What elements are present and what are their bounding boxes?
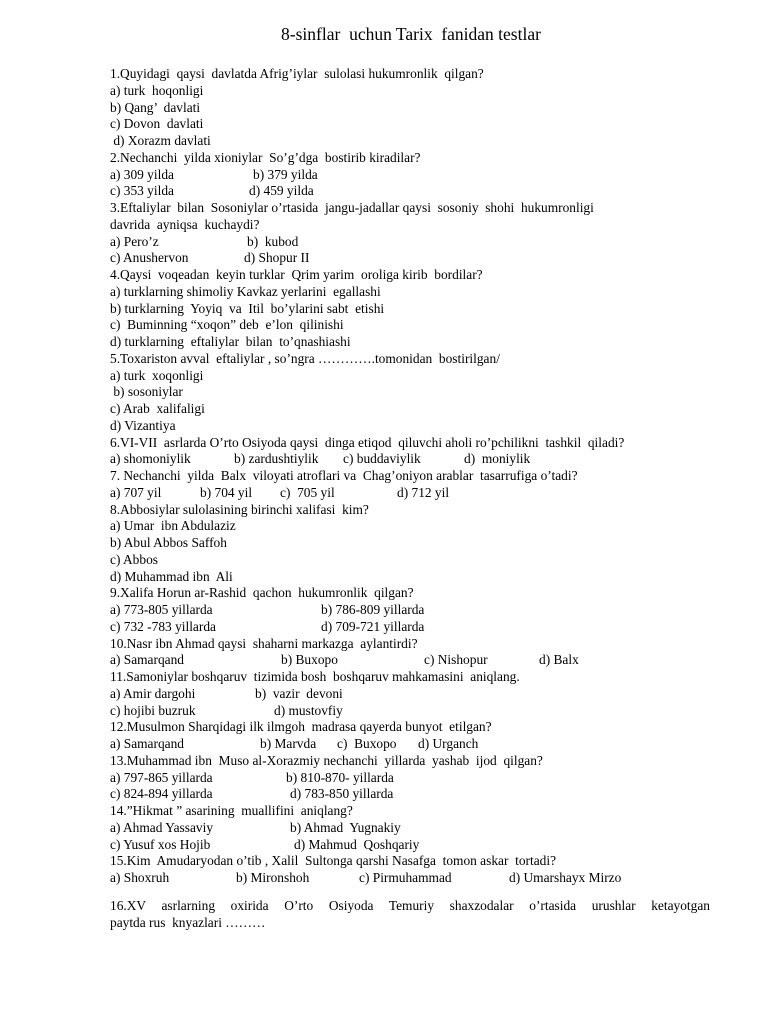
question-15-text: 15.Kim Amudaryodan o’tib , Xalil Sultonga qarshi Nasafga tomon askar tortadi? [110,853,557,869]
question-14-options-row-2 [110,837,710,854]
question-12-option-c: c) Buxopo [337,736,397,751]
question-1-option-c: c) Dovon davlati [110,116,204,132]
question-1-option-a: a) turk hoqonligi [110,82,204,98]
question-13-text: 13.Muhammad ibn Muso al-Xorazmiy nechanchi yillarda yashab ijod qilgan? [110,752,543,768]
question-12-option-d: d) Urganch [418,736,479,751]
question-14-options-row-1 [110,820,710,837]
question-16-text-line-1: 16.XV asrlarning oxirida O’rto Osiyoda Temuriy shaxzodalar o’rtasida urushlar ketayotgan [110,897,710,913]
question-10-options-row [110,652,710,669]
question-2-text: 2.Nechanchi yilda xioniylar So’g’dga bostirib kiradilar? [110,149,421,165]
question-11-text: 11.Samoniylar boshqaruv tizimida bosh boshqaruv mahkamasini aniqlang. [110,669,520,684]
question-3-option-d: d) Shopur II [244,250,310,266]
question-11-options-row-2 [110,703,710,720]
question-14-text: 14.”Hikmat ” asarining muallifini aniqlang? [110,803,353,818]
question-15-option-a: a) Shoxruh [110,870,170,885]
question-6-option-b: b) zardushtiylik [234,451,319,467]
question-1-option-d: d) Xorazm davlati [110,133,211,148]
question-10-option-c: c) Nishopur [424,652,488,668]
paragraph-spacer [110,887,710,898]
question-16-text-line-2: paytda rus knyazlari ……… [110,914,266,930]
question-3-option-b: b) kubod [247,233,299,249]
question-2-options-row-2 [110,183,710,200]
question-3-options-row-2 [110,250,710,267]
question-14-option-d: d) Mahmud Qoshqariy [294,836,420,852]
question-9-option-a: a) 773-805 yillarda [110,602,213,617]
question-4-option-c: c) Buminning “xoqon” deb e’lon qilinishi [110,317,344,333]
question-6-text: 6.VI-VII asrlarda O’rto Osiyoda qaysi dinga etiqod qiluvchi aholi ro’pchilikni tashkil qiladi? [110,434,625,450]
question-15-option-c: c) Pirmuhammad [359,870,452,885]
question-15-options-row [110,870,710,887]
question-1-text: 1.Quyidagi qaysi davlatda Afrig’iylar sulolasi hukumronlik qilgan? [110,66,484,81]
question-12-text: 12.Musulmon Sharqidagi ilk ilmgoh madrasa qayerda bunyot etilgan? [110,719,492,735]
question-7-options-row [110,485,710,502]
question-11-option-d: d) mustovfiy [274,702,343,718]
question-13-options-row-2 [110,786,710,803]
question-2-option-a: a) 309 yilda [110,166,174,182]
question-9-text: 9.Xalifa Horun ar-Rashid qachon hukumronlik qilgan? [110,585,414,601]
question-10-option-d: d) Balx [539,652,579,668]
question-10-option-a: a) Samarqand [110,652,184,668]
question-4-option-a: a) turklarning shimoliy Kavkaz yerlarini egallashi [110,283,381,299]
question-7-option-c: c) 705 yil [280,484,335,500]
question-12-options-row [110,736,710,753]
question-3-options-row-1 [110,234,710,251]
question-8-option-b: b) Abul Abbos Saffoh [110,535,227,550]
question-1-option-b: b) Qang’ davlati [110,99,201,115]
question-6-option-a: a) shomoniylik [110,451,191,467]
question-4-text: 4.Qaysi voqeadan keyin turklar Qrim yarim oroliga kirib bordilar? [110,267,483,282]
question-7-option-a: a) 707 yil [110,484,162,500]
question-9-options-row-1 [110,602,710,619]
question-14-option-a: a) Ahmad Yassaviy [110,819,214,835]
question-15-option-d: d) Umarshayx Mirzo [509,870,622,885]
question-3-option-c: c) Anushervon [110,250,189,266]
question-3-text-line-1: 3.Eftaliylar bilan Sosoniylar o’rtasida jangu-jadallar qaysi sosoniy shohi hukumronligi [110,200,594,215]
question-3-option-a: a) Pero’z [110,233,159,249]
question-10-text: 10.Nasr ibn Ahmad qaysi shaharni markazga aylantirdi? [110,635,418,651]
question-13-option-c: c) 824-894 yillarda [110,786,213,802]
question-4-option-d: d) turklarning eftaliylar bilan to’qnashiashi [110,334,351,349]
question-6-options-row [110,451,710,468]
question-2-option-d: d) 459 yilda [249,183,314,199]
question-5-option-b: b) sosoniylar [110,384,183,400]
question-5-option-c: c) Arab xalifaligi [110,401,205,416]
question-5-option-d: d) Vizantiya [110,417,176,433]
question-6-option-d: d) moniylik [464,451,531,467]
question-4-option-b: b) turklarning Yoyiq va Itil bo’ylarini sabt etishi [110,300,385,316]
question-11-option-b: b) vazir devoni [255,685,343,701]
question-9-option-d: d) 709-721 yillarda [321,618,425,634]
question-6-option-c: c) buddaviylik [343,451,421,467]
question-7-text: 7. Nechanchi yilda Balx viloyati atroflari va Chag’oniyon arablar tasarrufiga o’tadi? [110,468,578,483]
question-8-text: 8.Abbosiylar sulolasining birinchi xalifasi kim? [110,501,369,517]
question-15-option-b: b) Mironshoh [236,870,310,885]
question-9-option-b: b) 786-809 yillarda [321,602,425,617]
question-11-option-a: a) Amir dargohi [110,685,196,701]
question-8-option-a: a) Umar ibn Abdulaziz [110,518,236,534]
question-13-option-b: b) 810-870- yillarda [286,769,394,785]
question-5-text: 5.Toxariston avval eftaliylar , so’ngra ………….tomonidan bostirilgan/ [110,350,500,366]
question-7-option-d: d) 712 yil [397,484,450,500]
page-title: 8-sinflar uchun Tarix fanidan testlar [281,24,541,44]
question-2-options-row-1 [110,167,710,184]
question-9-option-c: c) 732 -783 yillarda [110,618,216,634]
test-questions [110,66,710,931]
question-13-option-d: d) 783-850 yillarda [290,786,394,802]
question-2-option-b: b) 379 yilda [253,166,318,182]
question-14-option-b: b) Ahmad Yugnakiy [290,819,401,835]
question-13-option-a: a) 797-865 yillarda [110,769,213,785]
question-11-options-row-1 [110,686,710,703]
question-10-option-b: b) Buxopo [281,652,338,668]
question-7-option-b: b) 704 yil [200,484,253,500]
question-5-option-a: a) turk xoqonligi [110,367,204,383]
question-3-text-line-2: davrida ayniqsa kuchaydi? [110,216,260,232]
question-2-option-c: c) 353 yilda [110,183,174,199]
question-12-option-a: a) Samarqand [110,736,184,751]
question-9-options-row-2 [110,619,710,636]
question-11-option-c: c) hojibi buzruk [110,702,196,718]
question-12-option-b: b) Marvda [260,736,317,751]
question-14-option-c: c) Yusuf xos Hojib [110,836,211,852]
question-8-option-d: d) Muhammad ibn Ali [110,568,233,584]
question-8-option-c: c) Abbos [110,551,158,567]
question-13-options-row-1 [110,770,710,787]
